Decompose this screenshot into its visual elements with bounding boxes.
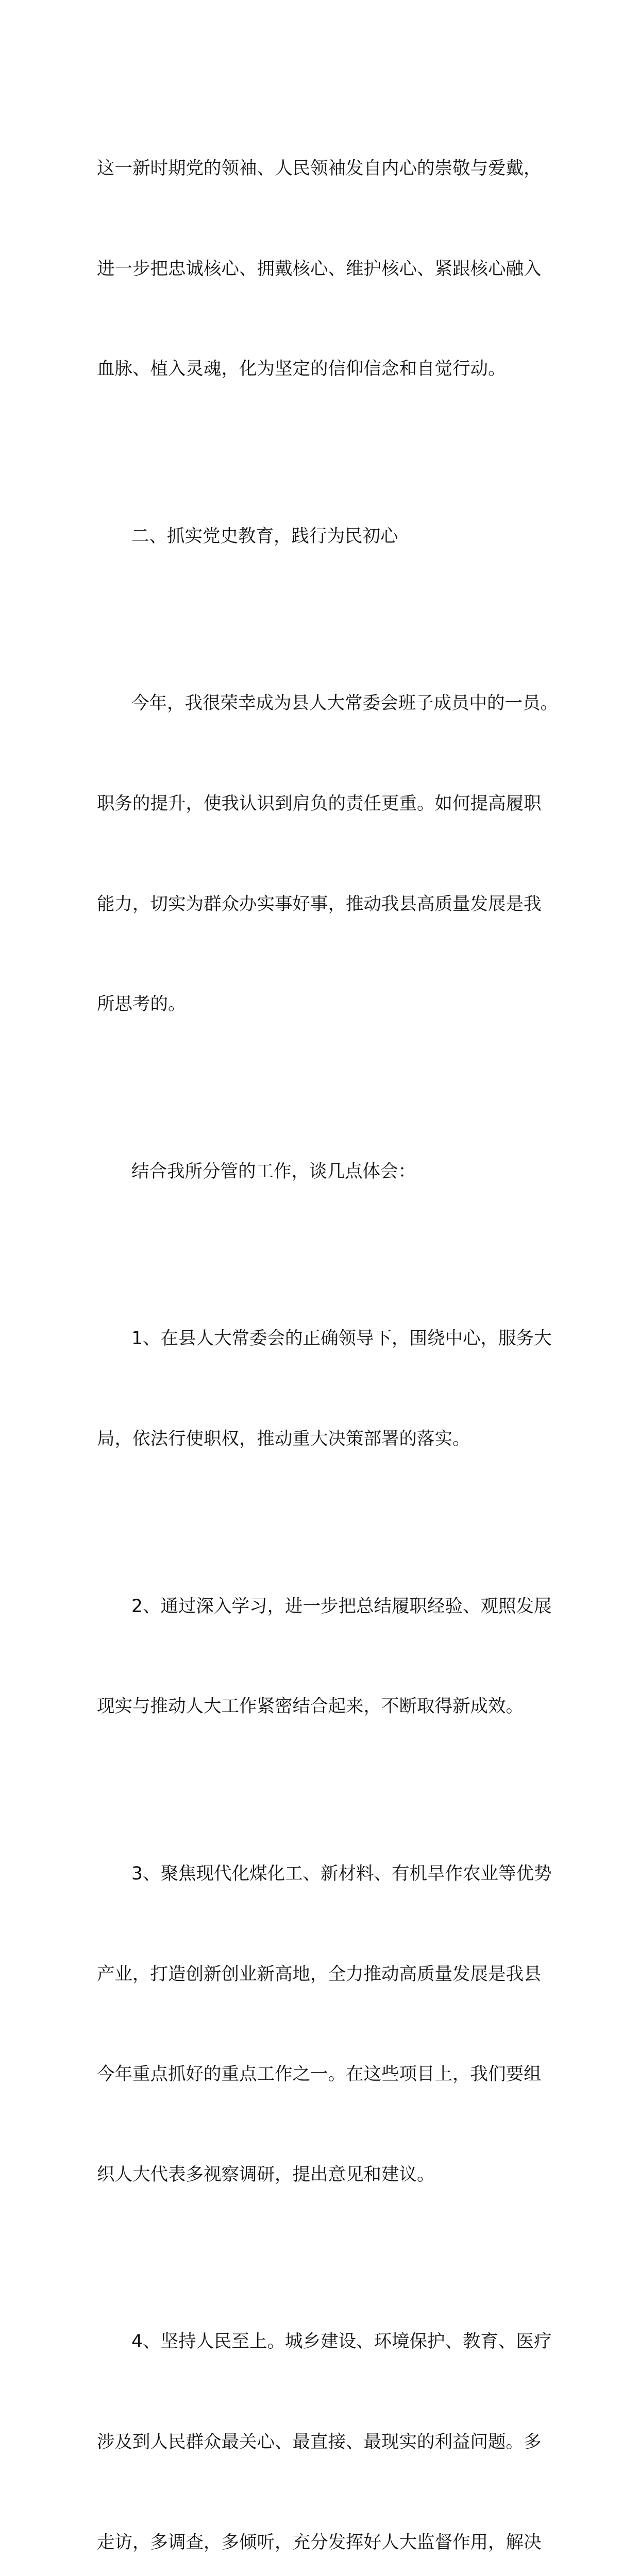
text-line: 职务的提升，使我认识到肩负的责任更重。如何提高履职 [97, 793, 542, 814]
text-line: 涉及到人民群众最关心、最直接、最现实的利益问题。多 [97, 2432, 542, 2453]
text-line: 4、坚持人民至上。城乡建设、环境保护、教育、医疗 [131, 2331, 552, 2352]
text-line: 局，依法行使职权，推动重大决策部署的落实。 [97, 1429, 470, 1450]
paragraph [97, 620, 558, 1088]
text-line: 织人大代表多视察调研，提出意见和建议。 [97, 2164, 435, 2185]
text-line: 今年，我很荣幸成为县人大常委会班子成员中的一员。 [131, 693, 558, 714]
section-heading [97, 453, 550, 620]
list-item [97, 2259, 550, 2576]
document-body [97, 85, 558, 2576]
paragraph [97, 1088, 550, 1256]
list-item [97, 1256, 550, 1523]
text-line: 2、通过深入学习，进一步把总结履职经验、观照发展 [131, 1596, 552, 1617]
text-line: 产业，打造创新创业新高地，全力推动高质量发展是我县 [97, 1963, 542, 1985]
text-line: 今年重点抓好的重点工作之一。在这些项目上，我们要组 [97, 2064, 542, 2085]
heading-text: 二、抓实党史教育，践行为民初心 [131, 526, 398, 547]
text-line: 结合我所分管的工作，谈几点体会： [131, 1161, 416, 1182]
text-line: 能力，切实为群众办实事好事，推动我县高质量发展是我 [97, 893, 542, 914]
paragraph-continuation [97, 85, 550, 453]
list-item [97, 1523, 550, 1790]
text-line: 1、在县人大常委会的正确领导下，围绕中心，服务大 [131, 1328, 552, 1349]
list-item [97, 1790, 550, 2259]
text-line: 进一步把忠诚核心、拥戴核心、维护核心、紧跟核心融入 [97, 258, 542, 279]
text-line: 3、聚焦现代化煤化工、新材料、有机旱作农业等优势 [131, 1863, 552, 1884]
text-line: 走访，多调查，多倾听，充分发挥好人大监督作用，解决 [97, 2532, 542, 2553]
text-line: 这一新时期党的领袖、人民领袖发自内心的崇敬与爱戴， [97, 158, 542, 179]
text-line: 现实与推动人大工作紧密结合起来，不断取得新成效。 [97, 1696, 524, 1717]
text-line: 血脉、植入灵魂，化为坚定的信仰信念和自觉行动。 [97, 359, 506, 380]
text-line: 所思考的。 [97, 994, 186, 1015]
